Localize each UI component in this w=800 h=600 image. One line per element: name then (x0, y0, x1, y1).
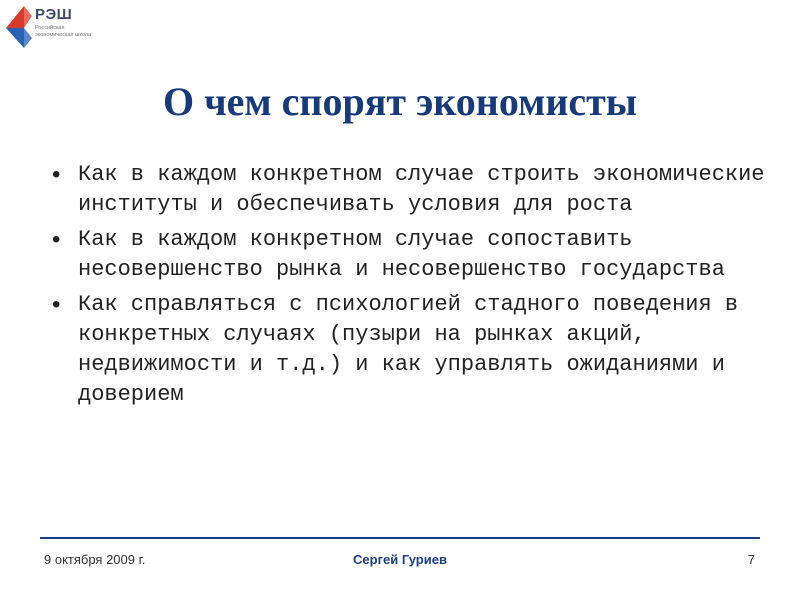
bullet-text: Как справляться с психологией стадного поведения в конкретных случаях (пузыри на рынках акций, недвижимости и т.д.) и как управлять ожиданиями и доверием (78, 292, 739, 407)
logo-subtitle: Российская экономическая школа (35, 25, 92, 38)
logo-abbreviation: РЭШ (35, 6, 73, 23)
bullet-item (50, 225, 770, 285)
bullet-item (50, 290, 770, 410)
bullet-list (50, 160, 770, 415)
bullet-icon: • (52, 226, 61, 253)
footer-author: Сергей Гуриев (353, 552, 447, 567)
bullet-icon: • (52, 291, 61, 318)
logo (4, 4, 94, 50)
logo-mark-icon (4, 4, 34, 50)
bullet-text: Как в каждом конкретном случае сопоставить несовершенство рынка и несовершенство государства (78, 227, 725, 282)
footer-date: 9 октября 2009 г. (44, 552, 146, 567)
bullet-icon: • (52, 161, 61, 188)
slide-title: О чем спорят экономисты (162, 79, 638, 124)
bullet-item (50, 160, 770, 220)
footer-divider (40, 537, 760, 539)
page-number: 7 (747, 552, 755, 567)
bullet-text: Как в каждом конкретном случае строить экономические институты и обеспечивать условия для роста (78, 162, 765, 217)
